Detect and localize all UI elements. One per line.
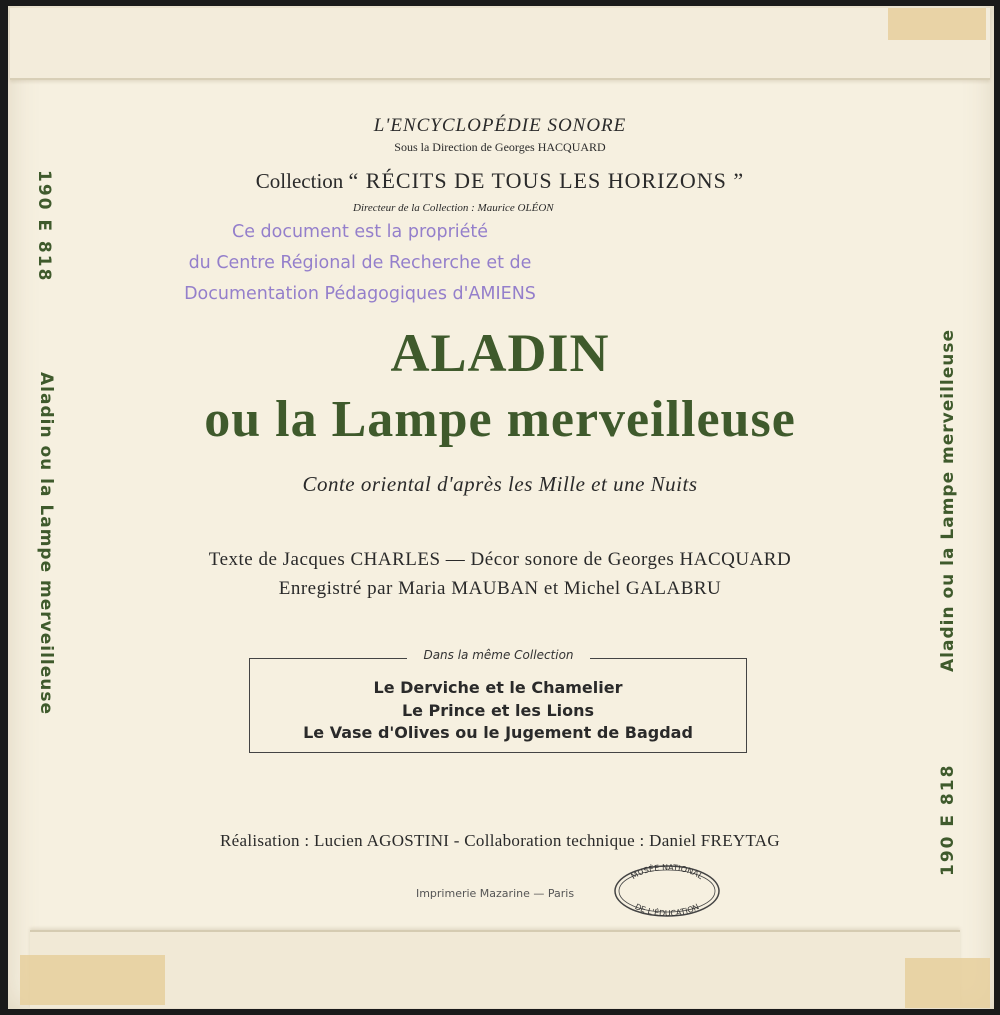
record-title: ALADIN — [390, 323, 610, 383]
svg-text:MUSÉE NATIONAL — [630, 862, 706, 881]
library-stamp-line1: Ce document est la propriété — [231, 222, 489, 242]
museum-stamp-bottom: DE L'ÉDUCATION — [633, 902, 701, 919]
same-collection-label: Dans la même Collection — [423, 648, 574, 662]
record-sleeve-back — [8, 6, 994, 1009]
same-collection-item: Le Vase d'Olives ou le Jugement de Bagdad — [303, 723, 693, 742]
tape-bottom-right — [905, 958, 990, 1008]
record-subtitle: ou la Lampe merveilleuse — [204, 391, 796, 448]
printer: Imprimerie Mazarine — Paris — [415, 887, 575, 900]
same-collection-item: Le Derviche et le Chamelier — [373, 678, 623, 697]
same-collection-item: Le Prince et les Lions — [401, 701, 595, 720]
collection-name: “ RÉCITS DE TOUS LES HORIZONS ” — [348, 168, 745, 193]
library-stamp-line2: du Centre Régional de Recherche et de — [188, 253, 532, 273]
top-flap — [10, 8, 990, 80]
record-description: Conte oriental d'après les Mille et une Nuits — [302, 472, 698, 496]
spine-left-catalog: 190 E 818 — [34, 170, 54, 283]
tape-bottom-left — [20, 955, 165, 1005]
spine-left-title: Aladin ou la Lampe merveilleuse — [36, 372, 56, 716]
credits-line2: Enregistré par Maria MAUBAN et Michel GALABRU — [278, 578, 722, 599]
museum-stamp-top: MUSÉE NATIONAL — [629, 862, 705, 882]
library-stamp-line3: Documentation Pédagogiques d'AMIENS — [184, 284, 536, 304]
encyclopedia-title: L'ENCYCLOPÉDIE SONORE — [373, 115, 627, 136]
collection-director: Directeur de la Collection : Maurice OLÉON — [353, 202, 554, 214]
spine-right-title: Aladin ou la Lampe merveilleuse — [938, 328, 958, 672]
bottom-flap — [30, 930, 960, 1008]
collection-line — [0, 168, 1000, 194]
encyclopedia-direction: Sous la Direction de Georges HACQUARD — [394, 140, 606, 154]
svg-text:DE L'ÉDUCATION — [633, 902, 700, 918]
tape-top-right — [888, 8, 986, 40]
museum-stamp — [612, 862, 722, 920]
credits-line1: Texte de Jacques CHARLES — Décor sonore de Georges HACQUARD — [208, 549, 792, 570]
spine-right-catalog: 190 E 818 — [938, 763, 958, 876]
collection-prefix: Collection — [255, 169, 344, 193]
realisation-credits: Réalisation : Lucien AGOSTINI - Collaboration technique : Daniel FREYTAG — [220, 831, 780, 850]
